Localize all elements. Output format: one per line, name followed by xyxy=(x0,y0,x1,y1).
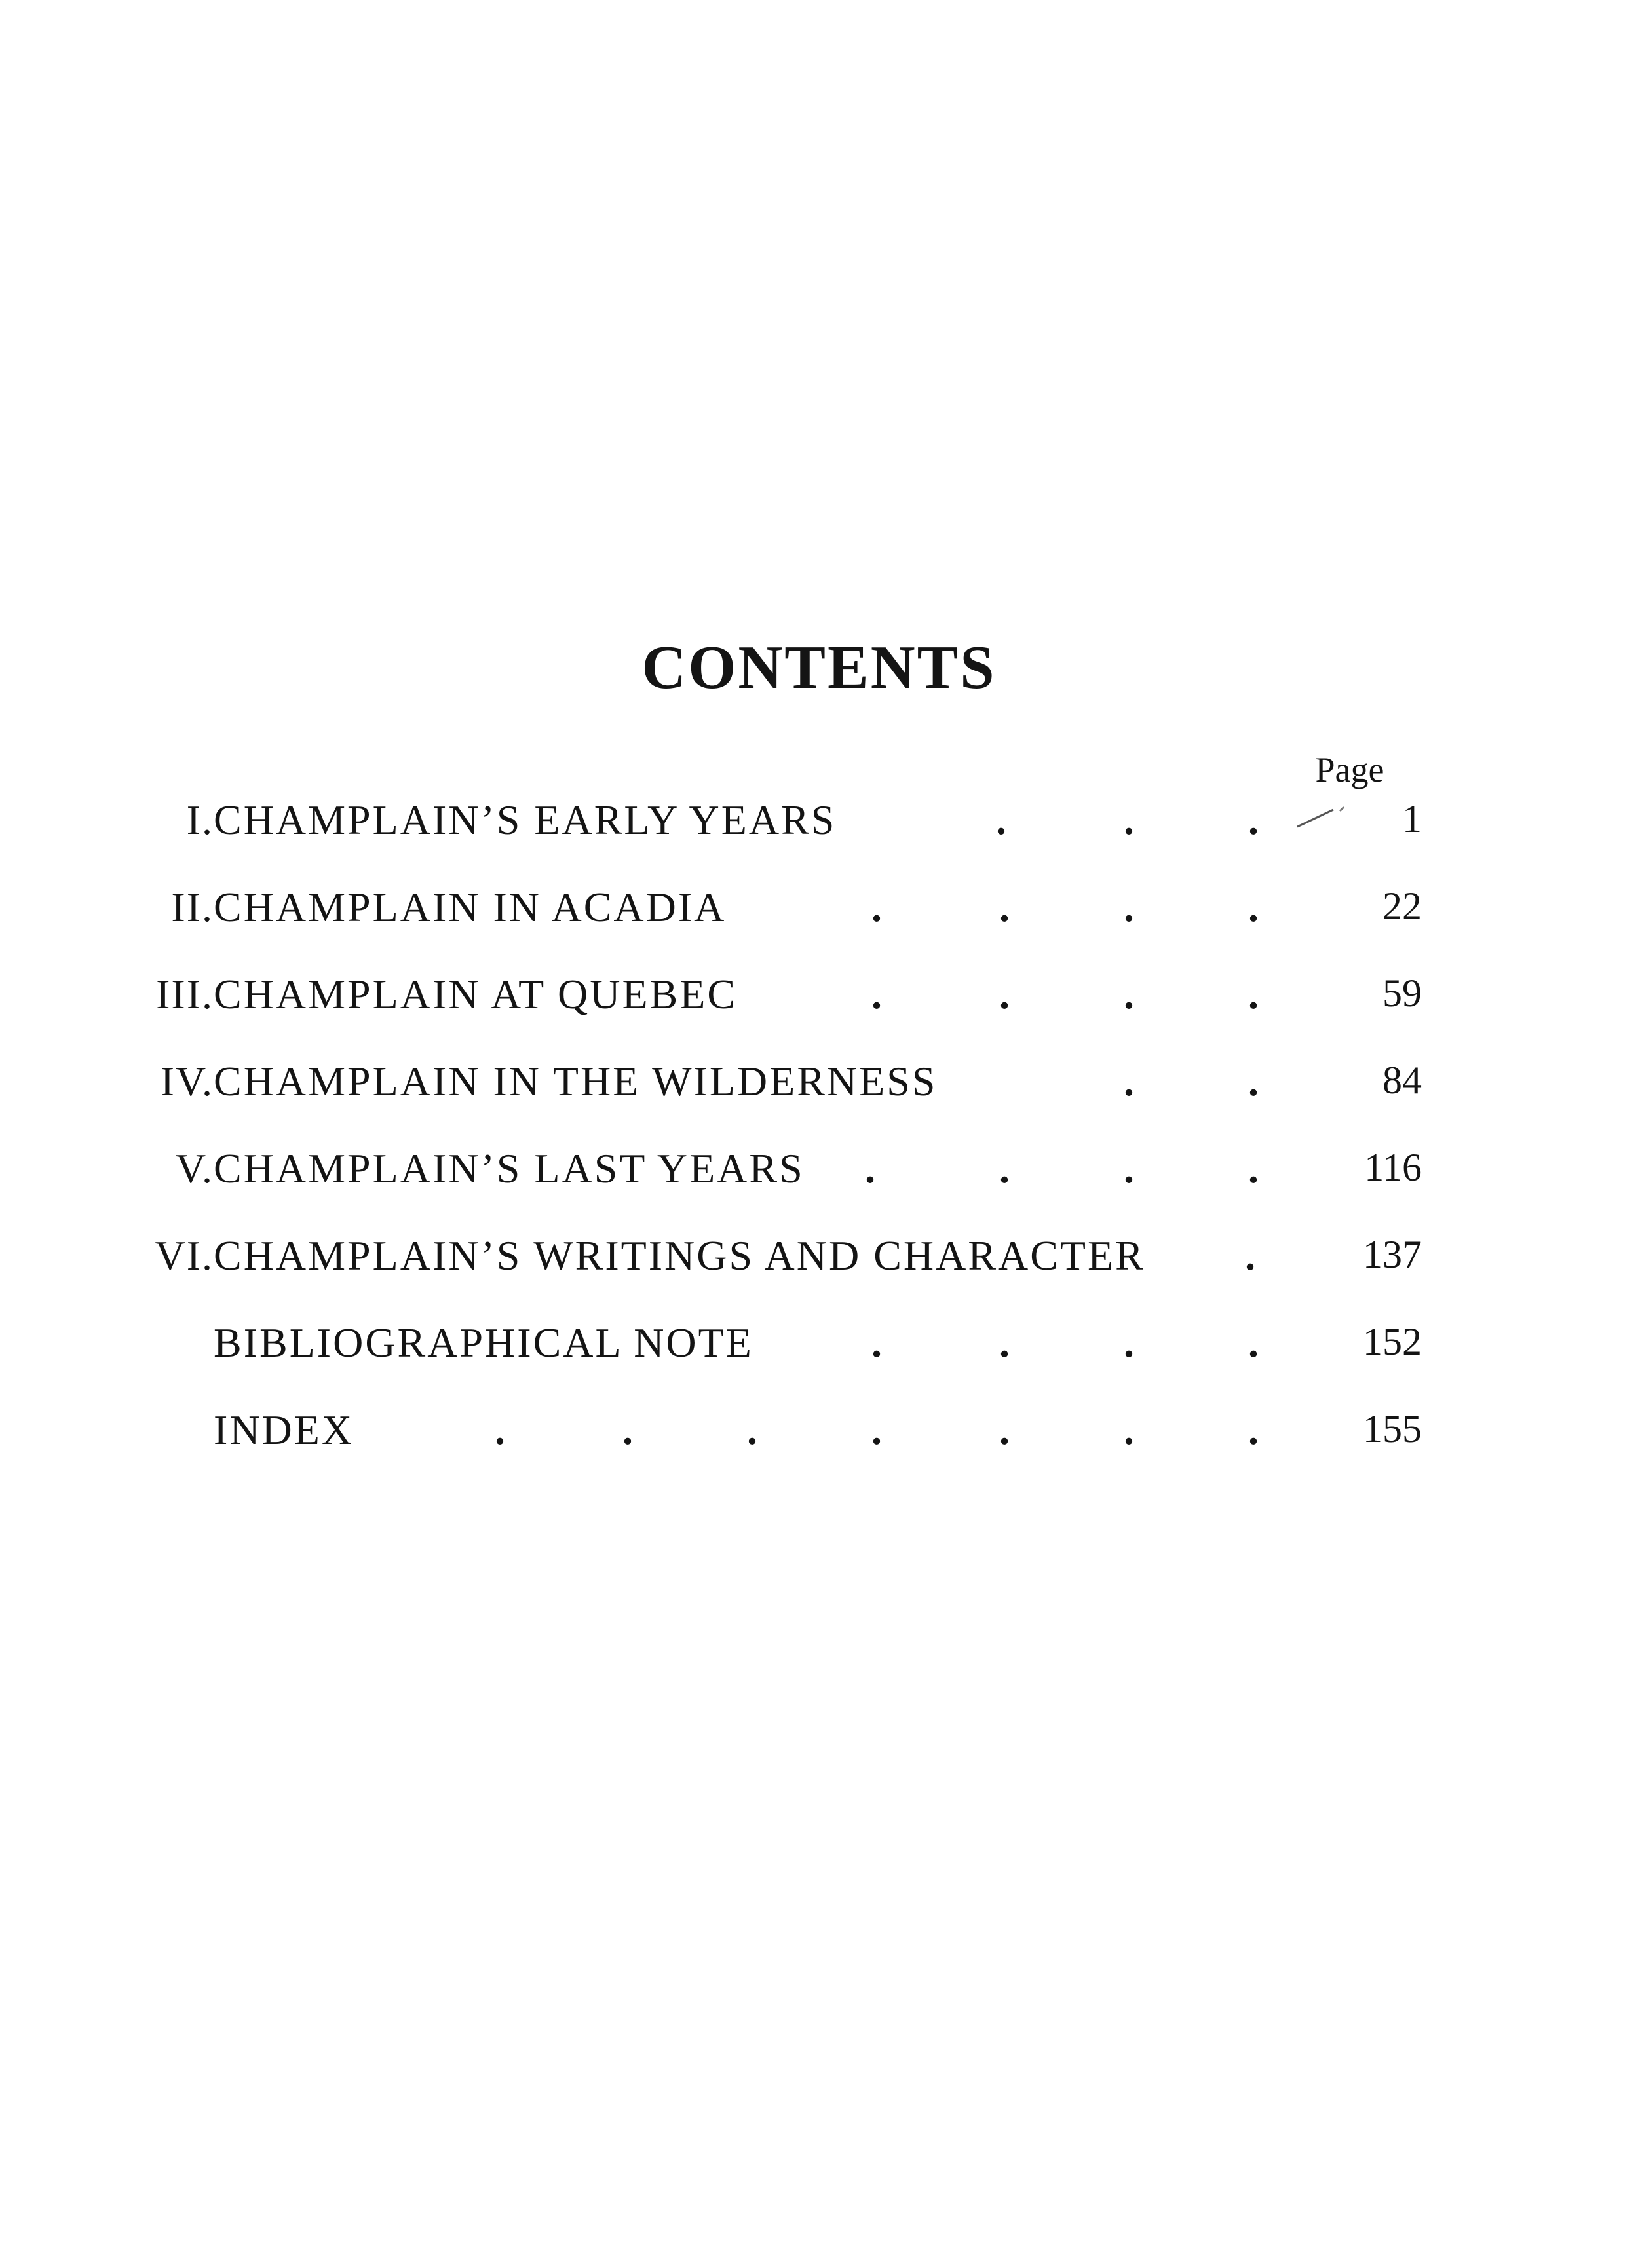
page-number: 84 xyxy=(1382,1059,1422,1102)
dot-leader: . xyxy=(1248,1145,1259,1192)
dot-leader: . xyxy=(1124,884,1134,930)
page-number: 22 xyxy=(1382,884,1422,928)
dot-leader: . xyxy=(1124,1319,1134,1366)
dot-leader: . xyxy=(871,1407,882,1453)
dot-leader: . xyxy=(999,1319,1010,1366)
contents-entry xyxy=(0,973,1638,1061)
dot-leader: . xyxy=(1248,1058,1259,1105)
dot-leader: . xyxy=(495,1407,505,1453)
chapter-number: V. xyxy=(176,1145,214,1192)
page-number: 1 xyxy=(1402,797,1422,841)
chapter-number: VI. xyxy=(155,1232,214,1279)
chapter-title: BIBLIOGRAPHICAL NOTE xyxy=(214,1319,753,1366)
dot-leader: . xyxy=(622,1407,633,1453)
page-number: 155 xyxy=(1363,1407,1422,1450)
chapter-title: CHAMPLAIN’S EARLY YEARS xyxy=(214,797,837,843)
dot-leader: . xyxy=(747,1407,757,1453)
dot-leader: . xyxy=(999,1407,1010,1453)
dot-leader: . xyxy=(1124,971,1134,1017)
contents-entry xyxy=(0,886,1638,973)
page-column-label: Page xyxy=(1315,750,1384,789)
dot-leader: . xyxy=(1124,1407,1134,1453)
contents-heading: CONTENTS xyxy=(641,633,997,702)
contents-entry xyxy=(0,1319,1638,1409)
dot-leader: . xyxy=(865,1145,875,1192)
contents-entry xyxy=(0,1232,1638,1322)
chapter-title: CHAMPLAIN IN THE WILDERNESS xyxy=(214,1058,938,1105)
dot-leader: . xyxy=(999,884,1010,930)
dot-leader: . xyxy=(999,1145,1010,1192)
dot-leader: . xyxy=(1248,971,1259,1017)
dot-leader: . xyxy=(999,971,1010,1017)
page-number: 116 xyxy=(1364,1146,1422,1189)
chapter-title: CHAMPLAIN’S WRITINGS AND CHARACTER xyxy=(214,1232,1145,1279)
contents-entry xyxy=(0,799,1638,886)
dot-leader: . xyxy=(1124,1145,1134,1192)
chapter-number: IV. xyxy=(160,1058,214,1105)
page-number: 137 xyxy=(1363,1233,1422,1276)
dot-leader: . xyxy=(1245,1232,1255,1279)
chapter-title: CHAMPLAIN AT QUEBEC xyxy=(214,971,737,1017)
chapter-number: III. xyxy=(156,971,214,1017)
dot-leader: . xyxy=(871,884,882,930)
page-number: 59 xyxy=(1382,972,1422,1015)
dot-leader: . xyxy=(871,1319,882,1366)
dot-leader: . xyxy=(1248,797,1259,843)
page-number: 152 xyxy=(1363,1320,1422,1363)
contents-entry xyxy=(0,1145,1638,1235)
chapter-title: CHAMPLAIN’S LAST YEARS xyxy=(214,1145,805,1192)
contents-entry xyxy=(0,1058,1638,1148)
chapter-title: CHAMPLAIN IN ACADIA xyxy=(214,884,727,930)
chapter-number: II. xyxy=(171,884,214,930)
dot-leader: . xyxy=(1248,1407,1259,1453)
contents-entry xyxy=(0,1409,1638,1496)
dot-leader: . xyxy=(1248,1319,1259,1366)
contents-list xyxy=(0,799,1638,1496)
dot-leader: . xyxy=(871,971,882,1017)
dot-leader: . xyxy=(1248,884,1259,930)
chapter-number: I. xyxy=(186,797,214,843)
chapter-title: INDEX xyxy=(214,1407,354,1453)
dot-leader: . xyxy=(1124,797,1134,843)
dot-leader: . xyxy=(996,797,1006,843)
dot-leader: . xyxy=(1124,1058,1134,1105)
